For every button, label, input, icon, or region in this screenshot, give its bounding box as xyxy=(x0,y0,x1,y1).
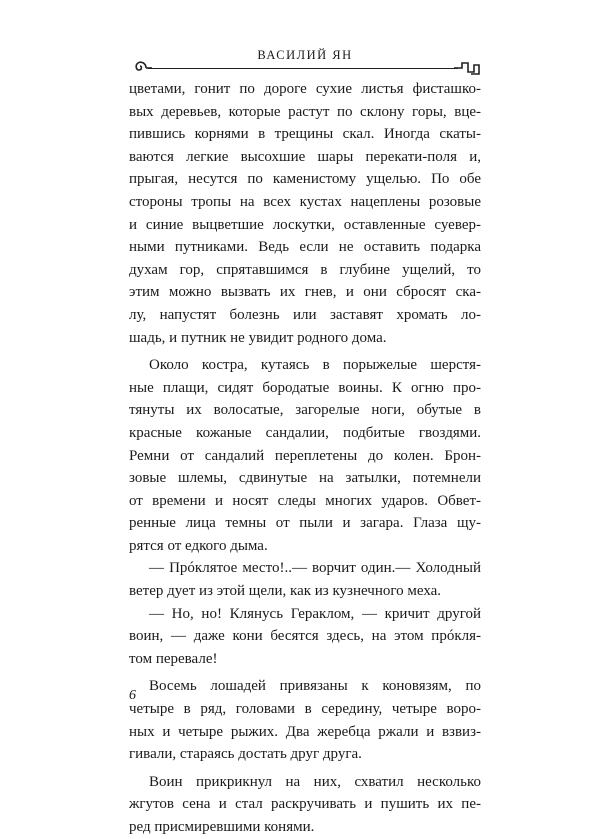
paragraph xyxy=(129,675,481,765)
text-line: — Но, но! Клянусь Гераклом, — кричит другой xyxy=(149,605,481,622)
text-line: ред присмиревшими конями. xyxy=(129,819,315,835)
text-line: от времени и носят следы многих ударов. Обвет- xyxy=(129,492,481,509)
text-line: шадь, и путник не увидит родного дома. xyxy=(129,329,387,346)
text-line: Ремни от сандалий переплетены до колен. Брон- xyxy=(129,447,481,464)
text-line: духам гор, спрятавшимся в глубине ущелий, то xyxy=(129,261,481,278)
text-line: ных и четыре рыжих. Два жеребца ржали и взвиз- xyxy=(129,723,481,740)
paragraph xyxy=(129,771,481,839)
text-line: этим можно вызвать их гнев, и они сбросят ска- xyxy=(129,284,481,301)
text-line: цветами, гонит по дороге сухие листья фисташко- xyxy=(129,81,481,97)
text-line: Около костра, кутаясь в порыжелые шерстя- xyxy=(149,357,481,374)
text-line: четыре в ряд, головами в середину, четыре воро- xyxy=(129,701,481,718)
text-line: ваются легкие высохшие шары перекати-поля и, xyxy=(129,148,481,165)
text-line: тянуты их волосатые, загорелые ноги, обутые в xyxy=(129,402,481,419)
running-head-title: ВАСИЛИЙ ЯН xyxy=(257,48,353,62)
text-line: ренные лица темны от пыли и загара. Глаза щу- xyxy=(129,515,481,532)
paragraph xyxy=(129,557,481,602)
text-line: рятся от едкого дыма. xyxy=(129,537,268,554)
text-line: том перевале! xyxy=(129,650,218,667)
text-line: вых деревьев, которые растут по склону горы, вце- xyxy=(129,103,481,120)
text-line: лу, напустят болезнь или заставят хромать ло- xyxy=(129,306,481,323)
text-line: ными путниками. Ведь если не оставить подарка xyxy=(129,239,481,256)
body-text xyxy=(129,78,481,839)
page-number: 6 xyxy=(129,688,136,703)
header-rule xyxy=(148,68,458,69)
paragraph xyxy=(129,354,481,557)
text-line: и синие выцветшие лоскутки, оставленные суевер- xyxy=(129,216,481,233)
text-line: жгутов сена и стал раскручивать и пушить их пе- xyxy=(129,796,481,813)
greek-key-ornament-icon xyxy=(454,60,480,76)
text-line: зовые шлемы, сдвинутые на затылки, потемнели xyxy=(129,470,481,487)
text-line: прыгая, несутся по каменистому ущелью. По обе xyxy=(129,171,481,188)
text-line: пившись корнями в трещины скал. Иногда скаты- xyxy=(129,126,481,143)
text-line: стороны тропы на всех кустах нацеплены розовые xyxy=(129,193,481,210)
text-line: гивали, стараясь достать друг друга. xyxy=(129,746,362,763)
text-line: воин, — даже кони бесятся здесь, на этом прóкля- xyxy=(129,628,481,645)
paragraph xyxy=(129,603,481,671)
text-line: красные кожаные сандалии, подбитые гвоздями. xyxy=(129,424,481,441)
text-line: ветер дует из этой щели, как из кузнечного меха. xyxy=(129,583,442,600)
text-line: ные плащи, сидят бородатые воины. К огню про- xyxy=(129,379,481,396)
paragraph xyxy=(129,78,481,349)
running-head xyxy=(130,48,480,78)
text-line: Восемь лошадей привязаны к коновязям, по xyxy=(149,678,481,695)
text-line: — Прóклятое место!..— ворчит один.— Холодный xyxy=(149,560,481,577)
text-line: Воин прикрикнул на них, схватил несколько xyxy=(149,773,481,790)
